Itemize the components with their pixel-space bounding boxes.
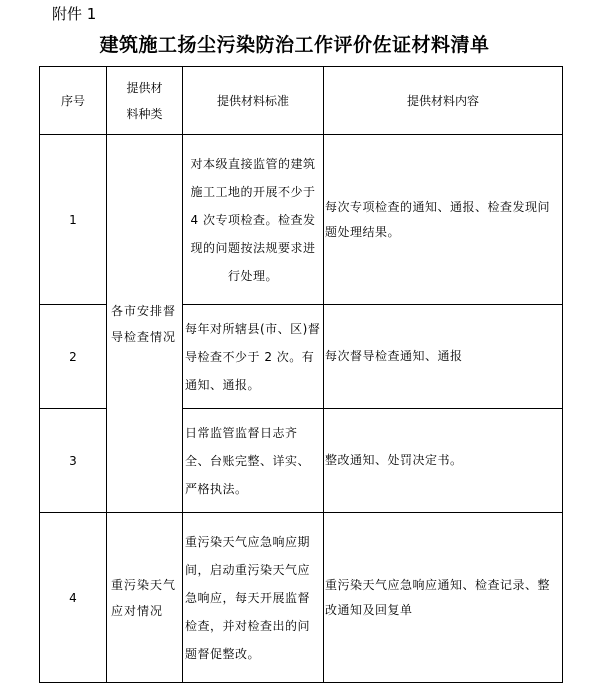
- row-number: 2: [40, 305, 107, 409]
- document-title: 建筑施工扬尘污染防治工作评价佐证材料清单: [99, 34, 490, 56]
- evidence-materials-table: [39, 66, 563, 683]
- row-content: 每次专项检查的通知、通报、检查发现问题处理结果。: [324, 135, 563, 305]
- row-category: 重污染天气应对情况: [107, 513, 183, 683]
- row-number: 1: [40, 135, 107, 305]
- header-category: [107, 67, 183, 135]
- header-category-line-2: 料种类: [126, 106, 163, 121]
- table-row: [40, 513, 563, 683]
- row-content: 整改通知、处罚决定书。: [324, 409, 563, 513]
- row-standard: 每年对所辖县(市、区)督导检查不少于 2 次。有通知、通报。: [183, 305, 324, 409]
- header-standard: 提供材料标准: [183, 67, 324, 135]
- header-content: 提供材料内容: [324, 67, 563, 135]
- row-standard: 对本级直接监管的建筑施工工地的开展不少于 4 次专项检查。检查发现的问题按法规要求进行处理。: [183, 135, 324, 305]
- row-number: 4: [40, 513, 107, 683]
- attachment-label: 附件 1: [52, 5, 97, 23]
- row-number: 3: [40, 409, 107, 513]
- row-standard: 重污染天气应急响应期间，启动重污染天气应急响应，每天开展监督检查，并对检查出的问题督促整改。: [183, 513, 324, 683]
- row-standard: 日常监管监督日志齐全、台账完整、详实、严格执法。: [183, 409, 324, 513]
- header-no: 序号: [40, 67, 107, 135]
- table-row: [40, 135, 563, 305]
- row-content: 每次督导检查通知、通报: [324, 305, 563, 409]
- merged-category-cell: 各市安排督导检查情况: [107, 135, 183, 513]
- header-category-line-1: 提供材: [126, 80, 163, 95]
- row-content: 重污染天气应急响应通知、检查记录、整改通知及回复单: [324, 513, 563, 683]
- table-header-row: [40, 67, 563, 135]
